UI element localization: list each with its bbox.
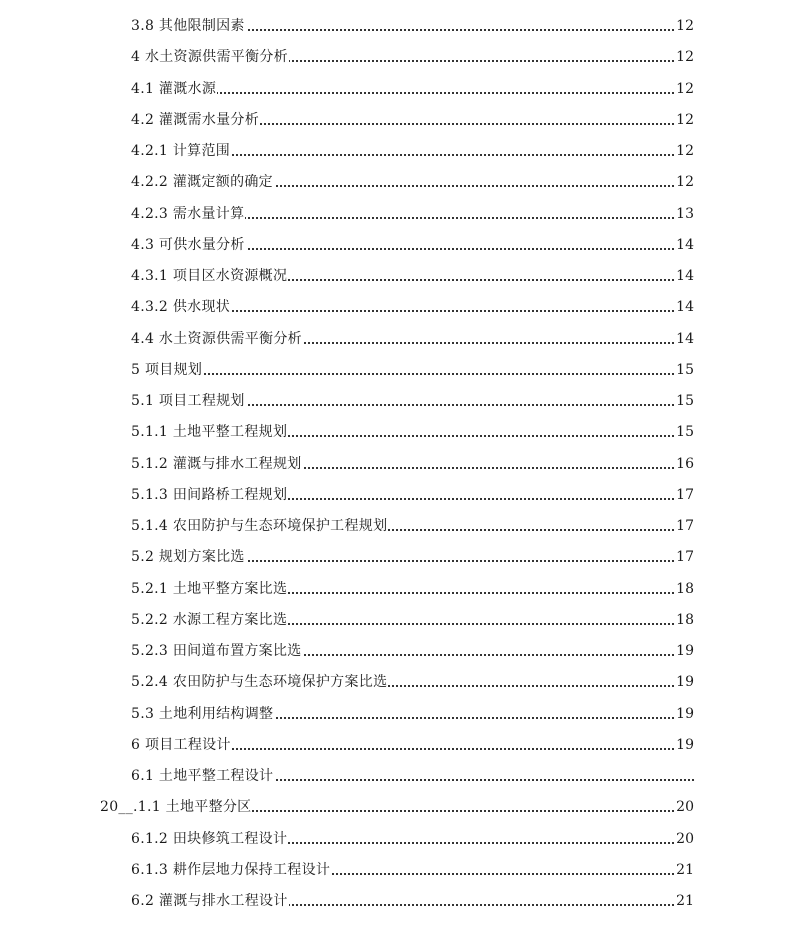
toc-entry-title: 4.1 灌溉水源 xyxy=(131,80,217,97)
toc-entry[interactable] xyxy=(131,672,694,692)
toc-page-number: 12 xyxy=(676,80,694,97)
toc-entry[interactable] xyxy=(131,641,694,661)
toc-entry[interactable] xyxy=(131,172,694,192)
toc-entry-title: 5.2.1 土地平整方案比选 xyxy=(131,580,288,597)
toc-page-number: 19 xyxy=(676,643,694,659)
toc-entry[interactable] xyxy=(131,454,694,474)
toc-page-number: 15 xyxy=(676,424,694,441)
toc-page-number: 12 xyxy=(676,49,694,66)
toc-entry[interactable] xyxy=(131,141,694,161)
toc-page-number: 15 xyxy=(676,361,694,378)
toc-entry[interactable] xyxy=(131,485,694,505)
toc-entry-title: 6.1.3 耕作层地力保持工程设计 xyxy=(131,861,331,878)
toc-entry[interactable] xyxy=(131,329,694,349)
toc-entry-title: 5.1.4 农田防护与生态环境保护工程规划 xyxy=(131,518,388,534)
toc-entry-title: 6 项目工程设计 xyxy=(131,736,231,753)
toc-entry-title: 4.2 灌溉需水量分析 xyxy=(131,111,260,128)
toc-dot-leader xyxy=(131,373,674,375)
toc-page-number: 13 xyxy=(676,205,694,222)
toc-entry[interactable] xyxy=(131,47,694,67)
toc-entry-title: 5.2.3 田间道布置方案比选 xyxy=(131,643,302,659)
toc-entry-title: 5.1.3 田间路桥工程规划 xyxy=(131,486,288,503)
toc-page-number: 12 xyxy=(676,111,694,128)
toc-entry-title: 4.2.1 计算范围 xyxy=(131,143,231,159)
toc-entry-title: 5.2.2 水源工程方案比选 xyxy=(131,611,288,628)
toc-entry[interactable] xyxy=(100,797,694,817)
toc-entry-title: 4.3 可供水量分析 xyxy=(131,236,245,253)
toc-page-number: 17 xyxy=(676,549,694,566)
toc-entry-title: 4.3.2 供水现状 xyxy=(131,299,231,316)
toc-entry[interactable] xyxy=(131,266,694,286)
toc-page-number: 12 xyxy=(676,174,694,191)
toc-page-number: 12 xyxy=(676,18,694,34)
toc-page-number: 15 xyxy=(676,393,694,409)
toc-entry-title: 4.3.1 项目区水资源概况 xyxy=(131,268,288,284)
toc-entry-title: 6.1 土地平整工程设计 xyxy=(131,768,274,784)
toc-entry[interactable] xyxy=(131,516,694,536)
toc-entry-title: 6.2 灌溉与排水工程设计 xyxy=(131,893,288,909)
toc-entry[interactable] xyxy=(131,422,694,442)
toc-entry[interactable] xyxy=(131,16,694,36)
toc-entry-title: 5.2.4 农田防护与生态环境保护方案比选 xyxy=(131,674,388,691)
toc-page-number: 20 xyxy=(676,830,694,847)
toc-entry-title: 4 水土资源供需平衡分析 xyxy=(131,49,288,66)
toc-entry-title: 5 项目规划 xyxy=(131,361,203,378)
toc-entry-title: 5.1.1 土地平整工程规划 xyxy=(131,424,288,441)
toc-entry-title: 5.1.2 灌溉与排水工程规划 xyxy=(131,455,302,472)
toc-page-number: 21 xyxy=(676,893,694,909)
toc-entry-title: 5.3 土地利用结构调整 xyxy=(131,705,274,722)
toc-entry[interactable] xyxy=(131,391,694,411)
toc-entry-title: 6.1.2 田块修筑工程设计 xyxy=(131,830,288,847)
toc-entry-title: 5.1 项目工程规划 xyxy=(131,393,245,409)
toc-page-number: 19 xyxy=(676,736,694,753)
toc-entry-title: 4.2.2 灌溉定额的确定 xyxy=(131,174,273,191)
toc-entry[interactable] xyxy=(131,110,694,130)
toc-entry-title: 5.2 规划方案比选 xyxy=(131,549,245,566)
toc-entry[interactable] xyxy=(131,360,694,380)
toc-page-number: 14 xyxy=(676,268,694,284)
toc-entry[interactable] xyxy=(131,766,694,786)
toc-entry-title: 3.8 其他限制因素 xyxy=(131,18,245,34)
toc-page-number: 18 xyxy=(676,611,694,628)
toc-entry[interactable] xyxy=(131,547,694,567)
toc-entry[interactable] xyxy=(131,860,694,880)
toc-entry[interactable] xyxy=(131,79,694,99)
toc-page-number: 18 xyxy=(676,580,694,597)
toc-entry[interactable] xyxy=(131,579,694,599)
toc-page-number: 20 xyxy=(676,799,694,816)
toc-page-number: 14 xyxy=(676,330,694,347)
toc-page-number: 17 xyxy=(676,486,694,503)
toc-page-number: 16 xyxy=(676,455,694,472)
toc-page-number: 19 xyxy=(676,705,694,722)
toc-entry-title: 4.2.3 需水量计算 xyxy=(131,205,245,222)
toc-page-number: 19 xyxy=(676,674,694,691)
toc-entry[interactable] xyxy=(131,735,694,755)
toc-entry[interactable] xyxy=(131,891,694,911)
toc-entry[interactable] xyxy=(131,610,694,630)
toc-entry-title: 20__.1.1 土地平整分区 xyxy=(100,799,252,816)
toc-entry[interactable] xyxy=(131,297,694,317)
toc-page-number: 21 xyxy=(676,861,694,878)
toc-page-number: 12 xyxy=(676,143,694,159)
toc-page-number: 14 xyxy=(676,236,694,253)
toc-page-number: 14 xyxy=(676,299,694,316)
toc-entry[interactable] xyxy=(131,235,694,255)
toc-entry-title: 4.4 水土资源供需平衡分析 xyxy=(131,330,302,347)
toc-page-number: 17 xyxy=(676,518,694,534)
toc-entry[interactable] xyxy=(131,829,694,849)
toc-entry[interactable] xyxy=(131,704,694,724)
toc-entry[interactable] xyxy=(131,204,694,224)
